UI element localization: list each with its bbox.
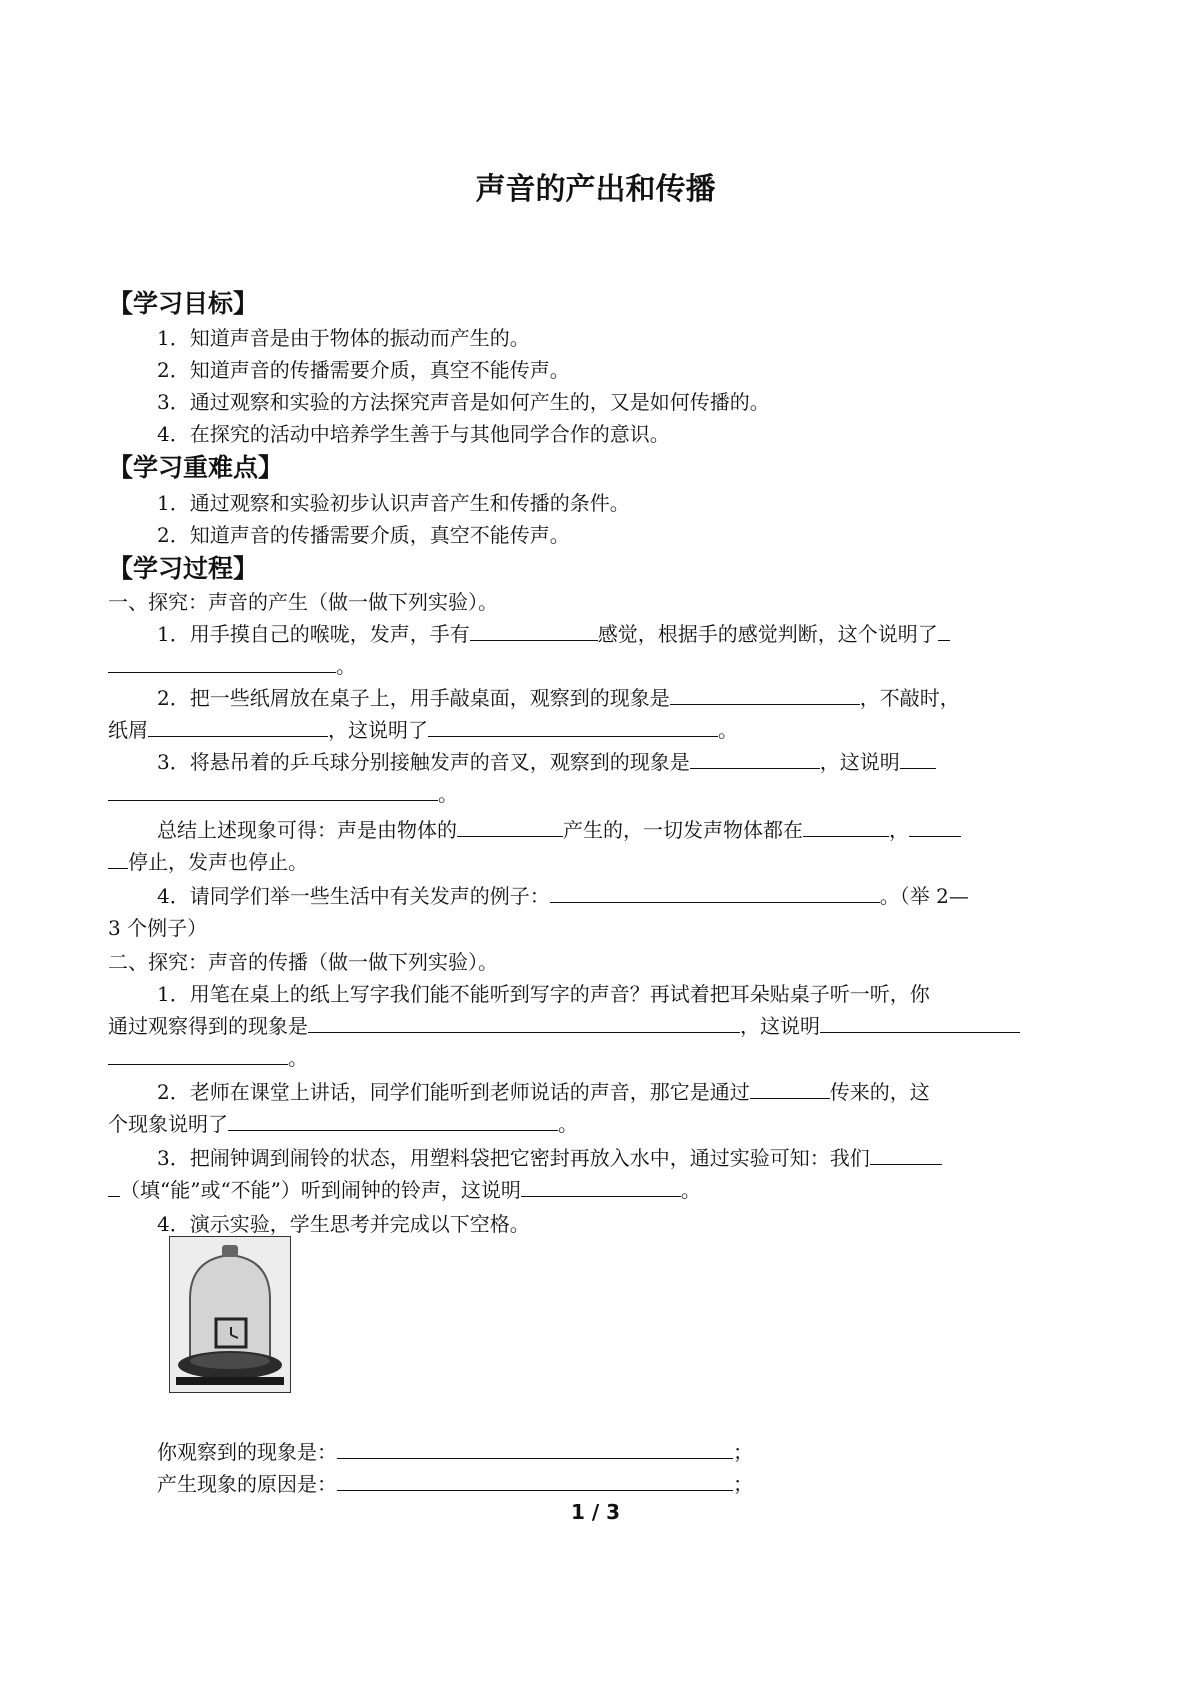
answer-blank[interactable] [938,620,950,641]
key-point-item: 2．知道声音的传播需要介质，真空不能传声。 [157,523,570,547]
answer-blank[interactable] [690,748,820,769]
page-title: 声音的产出和传播 [475,172,716,207]
p2-q1-line1: 1．用笔在桌上的纸上写字我们能不能听到写字的声音？再试着把耳朵贴桌子听一听，你 [157,982,930,1006]
p1-q1-line1: 1．用手摸自己的喉咙，发声，手有 感觉，根据手的感觉判断，这个说明了 [157,618,1087,647]
p1-q2-line2: 纸屑 ，这说明了 。 [108,718,738,742]
answer-blank[interactable] [550,882,880,903]
answer-blank[interactable] [308,1012,740,1033]
p2-q1-line3: 。 [108,1042,1088,1071]
answer-blank[interactable] [457,816,563,837]
bell-jar-icon [170,1237,290,1392]
p2-q3-line2: （填“能”或“不能”）听到闹钟的铃声，这说明 。 [108,1174,1088,1203]
answer-blank[interactable] [870,1144,942,1165]
section-objectives: 【学习目标】 [108,289,259,318]
answer-blank[interactable] [337,1470,733,1491]
p1-q3-line2: 。 [108,778,1088,807]
p2-observation-line: 你观察到的现象是： ； [157,1440,753,1464]
answer-blank[interactable] [820,1012,1020,1033]
answer-blank[interactable] [228,1110,558,1131]
answer-blank[interactable] [148,716,328,737]
answer-blank[interactable] [670,684,860,705]
p1-q4-line1: 4．请同学们举一些生活中有关发声的例子： 。（举 2— [157,884,969,908]
section-process: 【学习过程】 [108,554,259,583]
p2-reason-line: 产生现象的原因是： ； [157,1472,753,1496]
p1-q3-line1: 3．将悬吊着的乒乓球分别接触发声的音叉，观察到的现象是 ，这说明 [157,746,1087,775]
answer-blank[interactable] [750,1078,830,1099]
p1-q2-line1: 2．把一些纸屑放在桌子上，用手敲桌面，观察到的现象是 ，不敲时， [157,686,960,710]
answer-blank[interactable] [470,620,598,641]
answer-blank[interactable] [909,816,961,837]
objective-item: 3．通过观察和实验的方法探究声音是如何产生的，又是如何传播的。 [157,390,770,414]
p1-summary-line1: 总结上述现象可得：声是由物体的 产生的，一切发声物体都在 ， [157,814,1087,843]
p2-q4: 4．演示实验，学生思考并完成以下空格。 [157,1212,530,1236]
p1-q4-line2: 3 个例子） [108,916,208,940]
objective-item: 2．知道声音的传播需要介质，真空不能传声。 [157,358,570,382]
answer-blank[interactable] [108,652,336,673]
p1-summary-line2: 停止，发声也停止。 [108,846,1088,875]
answer-blank[interactable] [337,1438,733,1459]
bell-jar-figure [169,1236,291,1393]
part1-heading: 一、探究：声音的产生（做一做下列实验）。 [108,590,498,614]
part2-heading: 二、探究：声音的传播（做一做下列实验）。 [108,950,498,974]
answer-blank[interactable] [108,848,128,869]
answer-blank[interactable] [108,1044,288,1065]
p2-q2-line1: 2．老师在课堂上讲话，同学们能听到老师说话的声音，那它是通过 传来的，这 [157,1080,930,1104]
answer-blank[interactable] [521,1176,681,1197]
answer-blank[interactable] [428,716,718,737]
page-number: 1 / 3 [570,1500,621,1524]
answer-blank[interactable] [108,780,438,801]
answer-blank[interactable] [900,748,936,769]
p2-q2-line2: 个现象说明了 。 [108,1112,578,1136]
answer-blank[interactable] [108,1176,120,1197]
p2-q1-line2: 通过观察得到的现象是 ，这说明 [108,1010,1088,1039]
section-key-points: 【学习重难点】 [108,453,284,482]
answer-blank[interactable] [803,816,889,837]
key-point-item: 1．通过观察和实验初步认识声音产生和传播的条件。 [157,491,630,515]
objective-item: 1．知道声音是由于物体的振动而产生的。 [157,326,530,350]
p1-q1-line2: 。 [108,650,1088,679]
p2-q3-line1: 3．把闹钟调到闹铃的状态，用塑料袋把它密封再放入水中，通过实验可知：我们 [157,1142,1087,1171]
objective-item: 4．在探究的活动中培养学生善于与其他同学合作的意识。 [157,422,670,446]
